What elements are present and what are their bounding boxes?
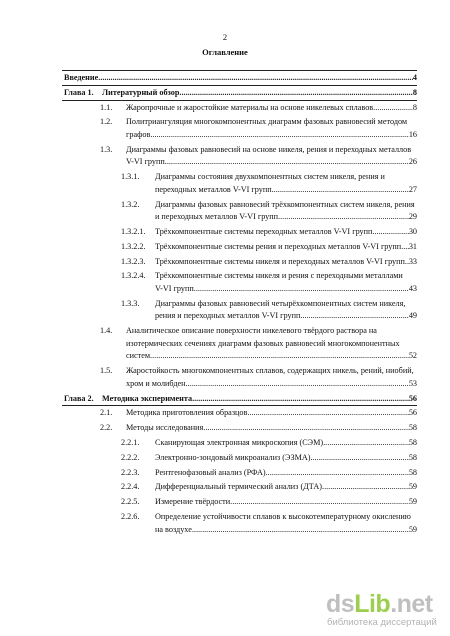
toc-entry-number: 2.2.5.	[121, 497, 140, 507]
toc-entry-number: Глава 2.	[64, 393, 94, 403]
toc-entry-title: рения и переходных металлов V-VI групп	[155, 311, 301, 321]
toc-entry-number: 2.2.3.	[121, 467, 140, 477]
toc-entry-number: 1.2.	[100, 117, 113, 127]
toc-page-number: 58	[408, 452, 417, 462]
toc-entry-title: Электронно-зондовый микроанализ (ЭЗМА)	[155, 452, 311, 462]
toc-leader-dots	[165, 156, 409, 167]
toc-page-number: 30	[408, 227, 417, 236]
toc-page-number: 29	[408, 212, 417, 222]
toc-entry-title: Диаграммы фазовых равновесий четырёхкомпонентных систем никеля,	[155, 298, 406, 308]
toc-entry-number: 1.3.	[100, 144, 113, 154]
toc-entry-number: 2.2.4.	[121, 482, 140, 492]
toc-entry-number: 1.5.	[100, 366, 113, 376]
toc-entry-title: Сканирующая электронная микроскопия (СЭМ)	[155, 438, 324, 447]
toc-entry-title: графов	[126, 129, 151, 139]
toc-page-number: 52	[408, 351, 417, 361]
watermark-logo: dsLib.net	[326, 590, 433, 618]
toc-page-number: 49	[408, 311, 417, 321]
toc-entry-title: Дифференциальный термический анализ (ДТА)	[155, 482, 323, 492]
toc-entry-title: Жаростойкость многокомпонентных сплавов, содержащих никель, рений, ниобий,	[126, 366, 414, 376]
toc-leader-dots	[300, 310, 408, 321]
toc-page-number: 8	[412, 87, 417, 97]
toc-entry-title: Литературный обзор	[102, 87, 180, 97]
toc-entry-title: Методика эксперимента	[102, 393, 193, 403]
toc-leader-dots	[192, 524, 409, 535]
toc-entry-title: Введение	[64, 73, 99, 82]
watermark-subtitle: библиотека диссертаций	[327, 617, 437, 628]
toc-entry-title: на воздухе	[155, 524, 192, 534]
toc-entry-number: 1.3.2.2.	[121, 241, 146, 251]
toc-entry-number: 1.3.2.4.	[121, 271, 146, 281]
toc-entry-number: 1.4.	[100, 326, 113, 336]
toc-entry-number: 2.1.	[100, 408, 113, 418]
toc-entry-number: 2.2.	[100, 423, 113, 433]
toc-entry-title: изотермических сечениях диаграмм фазовых равновесий многокомпонентных	[126, 338, 400, 348]
toc-page-number: 26	[408, 157, 417, 167]
toc-entry-title: Трёхкомпонентные системы никеля и переходных металлов V-VI групп	[155, 256, 405, 266]
toc-leader-dots	[186, 378, 409, 389]
toc-page-number: 59	[408, 524, 417, 534]
toc-entry-title: Жаропрочные и жаростойкие материалы на основе никелевых сплавов	[126, 102, 374, 112]
toc-entry-title: Измерение твёрдости	[155, 497, 231, 507]
toc-entry-title: Рентгенофазовый анализ (РФА)	[155, 467, 266, 477]
toc-leader-dots	[311, 452, 409, 463]
toc-entry-number: Глава 1.	[64, 87, 94, 97]
toc-page-number: 58	[408, 467, 417, 477]
toc-page-number: 56	[408, 408, 417, 418]
toc-entry-number: 1.3.2.3.	[121, 256, 146, 266]
toc-entry-number: 2.2.1.	[121, 438, 140, 447]
toc-leader-dots	[194, 283, 409, 294]
watermark	[326, 590, 450, 636]
toc-entry-title: Диаграммы фазовых равновесий трёхкомпонентных систем никеля, рения	[155, 199, 415, 209]
toc-entry-title: Трёхкомпонентные системы рения и переходных металлов V-VI групп	[155, 241, 402, 251]
toc-page-number: 58	[408, 423, 417, 433]
toc-entry-number: 1.3.1.	[121, 172, 140, 182]
toc-leader-dots	[322, 481, 409, 492]
toc-page-number: 27	[408, 184, 417, 194]
toc-leader-dots	[230, 496, 409, 507]
toc-entry-title: Диаграммы фазовых равновесий на основе никеля, рения и переходных металлов	[126, 144, 412, 154]
toc-leader-dots	[372, 226, 408, 237]
toc-page-number: 58	[408, 438, 417, 447]
toc-leader-dots	[150, 350, 409, 361]
toc-entry-number: 1.3.2.1.	[121, 227, 146, 236]
toc-section-rule	[62, 405, 417, 406]
toc-entry-title: и переходных металлов V-VI групп	[155, 212, 279, 222]
toc-entry-number: 2.2.6.	[121, 512, 140, 521]
toc-leader-dots	[373, 102, 413, 113]
toc-page-number: 4	[412, 73, 417, 82]
toc-entry-number: 1.3.2.	[121, 199, 140, 209]
toc-entry-title: Аналитическое описание поверхности никелевого твёрдого раствора на	[126, 326, 377, 336]
toc-leader-dots	[323, 437, 409, 448]
toc-entry-title: V-VI групп	[126, 157, 165, 167]
toc-leader-dots	[150, 129, 408, 140]
toc-leader-dots	[179, 87, 412, 98]
toc-entry-number: 1.3.3.	[121, 298, 140, 308]
toc-page-number: 33	[408, 256, 417, 266]
toc-leader-dots	[266, 467, 409, 478]
toc-entry-number: 1.1.	[100, 102, 113, 112]
toc-page-number: 16	[408, 129, 417, 139]
toc-leader-dots	[203, 422, 409, 433]
toc-leader-dots	[401, 241, 409, 252]
toc-section-rule	[62, 85, 417, 86]
toc-page-number: 43	[408, 283, 417, 293]
toc-entry-title: Трёхкомпонентные системы переходных металлов V-VI групп	[155, 227, 373, 236]
toc-page-number: 8	[412, 102, 417, 112]
page-number: 2	[222, 32, 228, 42]
toc-top-rule	[62, 70, 417, 71]
toc-page-number: 59	[408, 497, 417, 507]
toc-title: Оглавление	[202, 47, 248, 57]
toc-leader-dots	[98, 72, 413, 83]
toc-page-number: 53	[408, 378, 417, 388]
toc-leader-dots	[278, 211, 409, 222]
toc-entry-title: переходных металлов V-VI групп	[155, 184, 272, 194]
toc-entry-title: Политриангуляция многокомпонентных диаграмм фазовых равновесий методом	[126, 117, 408, 127]
toc-leader-dots	[272, 184, 409, 195]
toc-page-number: 31	[408, 241, 417, 251]
toc-entry-title: систем	[126, 351, 151, 361]
toc-entry-title: Методы исследования	[126, 423, 204, 433]
toc-entry-title: Трёхкомпонентные системы никеля и рения с переходными металлами	[155, 271, 403, 281]
toc-entry-title: хром и молибден	[126, 378, 186, 388]
toc-page-number: 56	[408, 393, 417, 403]
toc-section-rule	[62, 100, 417, 101]
toc-leader-dots	[192, 393, 409, 404]
toc-entry-number: 2.2.2.	[121, 452, 140, 462]
toc-leader-dots	[247, 407, 408, 418]
toc-entry-title: Диаграммы состояния двухкомпонентных систем никеля, рения и	[155, 172, 385, 182]
toc-entry-title: Методика приготовления образцов	[126, 408, 248, 418]
toc-entry-title: V-VI групп	[155, 283, 194, 293]
toc-entry-title: Определение устойчивости сплавов к высокотемпературному окислению	[155, 512, 411, 521]
toc-page-number: 59	[408, 482, 417, 492]
